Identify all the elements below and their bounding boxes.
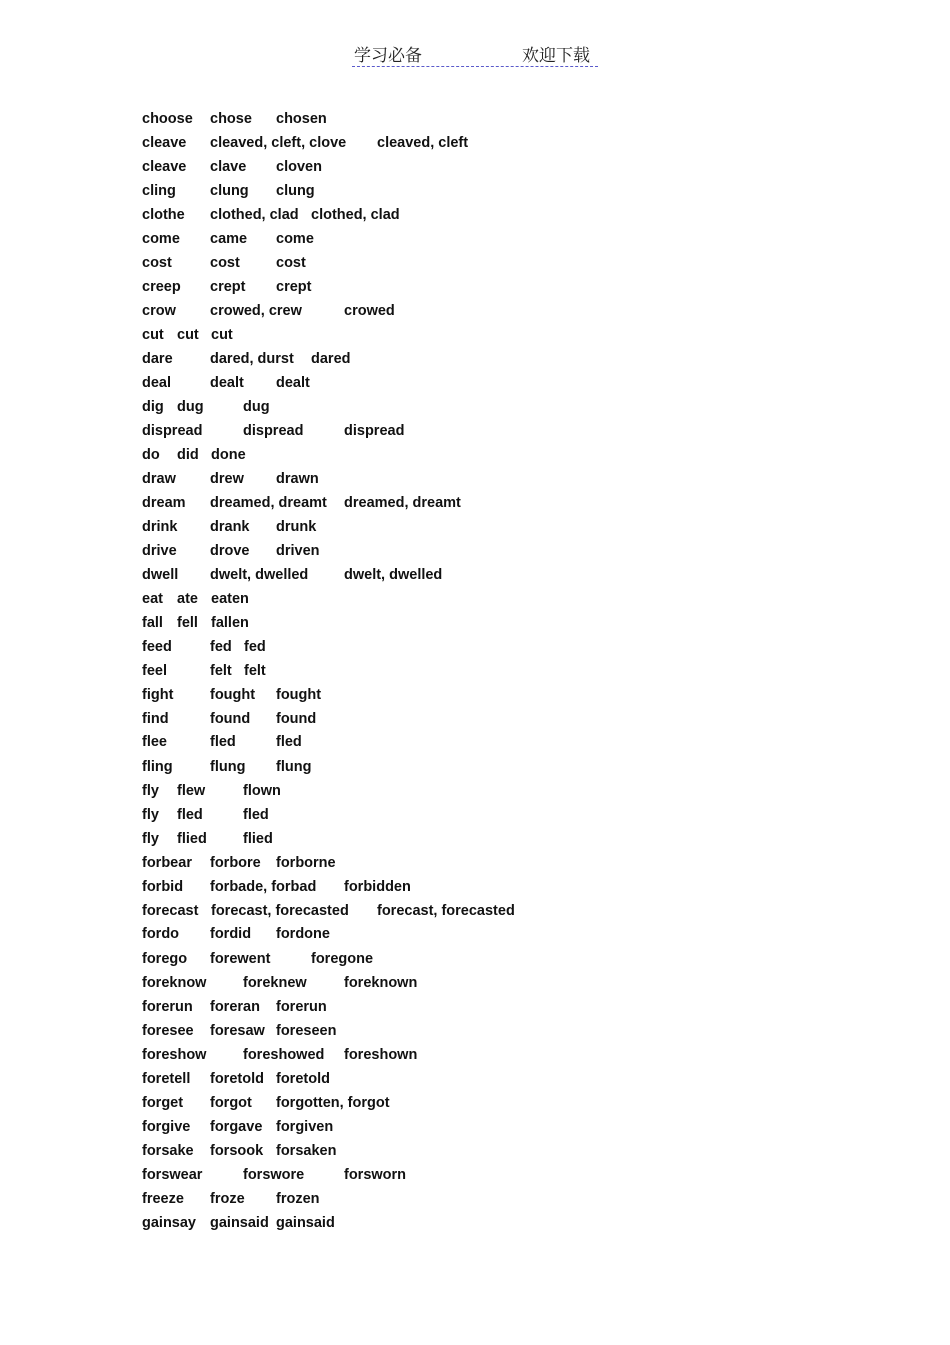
verb-past-tense: crept <box>210 279 246 295</box>
verb-base-form: dig <box>142 399 164 415</box>
verb-row <box>142 1187 542 1211</box>
verb-row <box>142 251 542 275</box>
verb-row <box>142 995 542 1019</box>
verb-past-participle: fled <box>276 734 302 750</box>
verb-row <box>142 803 542 827</box>
verb-row <box>142 155 542 179</box>
verb-past-participle: forecast, forecasted <box>377 903 515 919</box>
verb-row <box>142 539 542 563</box>
verb-row <box>142 563 542 587</box>
verb-past-participle: forsaken <box>276 1143 337 1159</box>
verb-row <box>142 1115 542 1139</box>
verb-past-participle: dug <box>243 399 270 415</box>
verb-base-form: come <box>142 231 180 247</box>
verb-row <box>142 635 542 659</box>
verb-row <box>142 707 542 731</box>
verb-base-form: do <box>142 447 160 463</box>
verb-row <box>142 587 542 611</box>
verb-base-form: forsake <box>142 1143 194 1159</box>
verb-past-tense: cost <box>210 255 240 271</box>
verb-row <box>142 947 542 971</box>
verb-past-participle: chosen <box>276 111 327 127</box>
verb-row <box>142 131 542 155</box>
verb-past-tense: forbore <box>210 855 261 871</box>
verb-past-tense: forecast, forecasted <box>211 903 349 919</box>
verb-past-tense: foreshowed <box>243 1047 325 1063</box>
verb-past-participle: fed <box>244 639 266 655</box>
verb-row <box>142 683 542 707</box>
verb-past-tense: dispread <box>243 423 304 439</box>
verb-past-participle: fought <box>276 687 322 703</box>
verb-past-tense: ate <box>177 591 198 607</box>
verb-base-form: deal <box>142 375 172 391</box>
verb-past-tense: fled <box>177 807 203 823</box>
verb-past-tense: cleaved, cleft, clove <box>210 135 347 151</box>
verb-row <box>142 779 542 803</box>
verb-base-form: fly <box>142 807 159 823</box>
verb-past-tense: forbade, forbad <box>210 879 317 895</box>
verb-past-participle: cloven <box>276 159 322 175</box>
verb-past-tense: drew <box>210 471 244 487</box>
verb-past-participle: cleaved, cleft <box>377 135 469 151</box>
verb-base-form: choose <box>142 111 193 127</box>
verb-base-form: foretell <box>142 1071 191 1087</box>
verb-row <box>142 611 542 635</box>
verb-past-participle: fled <box>243 807 269 823</box>
verb-base-form: creep <box>142 279 181 295</box>
verb-base-form: fling <box>142 759 173 775</box>
verb-base-form: crow <box>142 303 176 319</box>
verb-row <box>142 1043 542 1067</box>
verb-past-participle: dealt <box>276 375 310 391</box>
verb-past-tense: dealt <box>210 375 244 391</box>
verb-past-participle: dispread <box>344 423 405 439</box>
verb-base-form: fall <box>142 615 163 631</box>
verb-row <box>142 1067 542 1091</box>
verb-base-form: feel <box>142 663 167 679</box>
verb-row <box>142 1163 542 1187</box>
verb-past-participle: flied <box>243 831 273 847</box>
verb-base-form: forgive <box>142 1119 191 1135</box>
verb-past-tense: forswore <box>243 1167 305 1183</box>
verb-past-participle: forbidden <box>344 879 411 895</box>
verb-row <box>142 299 542 323</box>
verb-past-participle: foregone <box>311 951 374 967</box>
verb-past-participle: found <box>276 711 317 727</box>
verb-past-participle: dared <box>311 351 351 367</box>
verb-base-form: cost <box>142 255 172 271</box>
verb-past-tense: fought <box>210 687 256 703</box>
verb-row <box>142 827 542 851</box>
verb-past-tense: flied <box>177 831 207 847</box>
verb-past-tense: foretold <box>210 1071 264 1087</box>
verb-past-participle: foretold <box>276 1071 330 1087</box>
verb-past-participle: come <box>276 231 314 247</box>
verb-past-tense: clothed, clad <box>210 207 299 223</box>
verb-past-participle: foreknown <box>344 975 418 991</box>
verb-base-form: cling <box>142 183 176 199</box>
verb-past-participle: drawn <box>276 471 319 487</box>
verb-past-tense: foresaw <box>210 1023 265 1039</box>
verb-past-participle: crept <box>276 279 312 295</box>
verb-past-tense: fed <box>210 639 232 655</box>
verb-row <box>142 899 542 923</box>
verb-row <box>142 1211 542 1235</box>
header-left-text: 学习必备 <box>354 46 422 66</box>
verb-row <box>142 107 542 131</box>
verb-row <box>142 347 542 371</box>
verb-base-form: foreshow <box>142 1047 207 1063</box>
verb-past-tense: fled <box>210 734 236 750</box>
verb-past-participle: felt <box>244 663 266 679</box>
verb-past-participle: frozen <box>276 1191 320 1207</box>
verb-past-tense: clave <box>210 159 247 175</box>
verb-base-form: find <box>142 711 169 727</box>
verb-row <box>142 971 542 995</box>
verb-base-form: dare <box>142 351 173 367</box>
verb-past-participle: forgotten, forgot <box>276 1095 390 1111</box>
verb-past-tense: forsook <box>210 1143 264 1159</box>
verb-base-form: dispread <box>142 423 203 439</box>
verb-row <box>142 179 542 203</box>
verb-past-tense: felt <box>210 663 232 679</box>
verb-past-tense: clung <box>210 183 249 199</box>
verb-past-tense: foreknew <box>243 975 307 991</box>
verb-row <box>142 227 542 251</box>
verb-base-form: fly <box>142 831 159 847</box>
verb-row <box>142 275 542 299</box>
verb-past-tense: chose <box>210 111 252 127</box>
verb-base-form: forecast <box>142 903 199 919</box>
verb-past-participle: dreamed, dreamt <box>344 495 461 511</box>
verb-base-form: fordo <box>142 926 180 942</box>
header-right-text: 欢迎下载 <box>522 46 590 66</box>
verb-past-participle: forsworn <box>344 1167 407 1183</box>
verb-base-form: eat <box>142 591 163 607</box>
verb-row <box>142 515 542 539</box>
verb-past-participle: foreseen <box>276 1023 337 1039</box>
verb-past-participle: forerun <box>276 999 327 1015</box>
verb-base-form: gainsay <box>142 1215 196 1231</box>
verb-row <box>142 491 542 515</box>
verb-row <box>142 851 542 875</box>
verb-base-form: freeze <box>142 1191 184 1207</box>
verb-base-form: draw <box>142 471 176 487</box>
verb-past-participle: cut <box>211 327 233 343</box>
verb-base-form: fly <box>142 783 159 799</box>
verb-past-tense: drank <box>210 519 250 535</box>
verb-base-form: forego <box>142 951 188 967</box>
verb-base-form: foreknow <box>142 975 207 991</box>
verb-row <box>142 203 542 227</box>
verb-past-tense: fell <box>177 615 198 631</box>
verb-past-participle: crowed <box>344 303 395 319</box>
verb-base-form: forerun <box>142 999 193 1015</box>
verb-past-participle: driven <box>276 543 320 559</box>
verb-row <box>142 755 542 779</box>
verb-base-form: cut <box>142 327 164 343</box>
verb-past-tense: foreran <box>210 999 260 1015</box>
verb-past-tense: found <box>210 711 251 727</box>
verb-past-tense: forgave <box>210 1119 263 1135</box>
verb-row <box>142 659 542 683</box>
verb-past-participle: eaten <box>211 591 249 607</box>
verb-past-participle: flown <box>243 783 281 799</box>
verb-past-tense: gainsaid <box>210 1215 269 1231</box>
verb-past-tense: fordid <box>210 926 252 942</box>
verb-past-tense: came <box>210 231 248 247</box>
verb-row <box>142 419 542 443</box>
verb-past-participle: fallen <box>211 615 249 631</box>
verb-past-participle: foreshown <box>344 1047 418 1063</box>
verb-row <box>142 371 542 395</box>
verb-past-participle: clothed, clad <box>311 207 400 223</box>
verb-row <box>142 1139 542 1163</box>
verb-row <box>142 443 542 467</box>
verb-row <box>142 1019 542 1043</box>
verb-base-form: dwell <box>142 567 179 583</box>
verb-past-participle: forborne <box>276 855 336 871</box>
verb-past-tense: crowed, crew <box>210 303 302 319</box>
verb-past-tense: dreamed, dreamt <box>210 495 327 511</box>
verb-base-form: forget <box>142 1095 184 1111</box>
verb-row <box>142 323 542 347</box>
verb-row <box>142 730 542 754</box>
verb-past-tense: dwelt, dwelled <box>210 567 309 583</box>
verb-row <box>142 922 542 946</box>
verb-past-tense: forewent <box>210 951 271 967</box>
verb-row <box>142 467 542 491</box>
verb-past-participle: forgiven <box>276 1119 334 1135</box>
verb-row <box>142 1091 542 1115</box>
verb-base-form: forbear <box>142 855 192 871</box>
verb-base-form: cleave <box>142 159 187 175</box>
verb-past-tense: dug <box>177 399 204 415</box>
verb-past-tense: flew <box>177 783 206 799</box>
verb-past-tense: did <box>177 447 199 463</box>
verb-base-form: drive <box>142 543 177 559</box>
verb-base-form: foresee <box>142 1023 194 1039</box>
verb-base-form: drink <box>142 519 178 535</box>
verb-row <box>142 395 542 419</box>
verb-past-tense: forgot <box>210 1095 252 1111</box>
verb-base-form: feed <box>142 639 172 655</box>
verb-past-participle: done <box>211 447 246 463</box>
verb-base-form: flee <box>142 734 167 750</box>
verb-base-form: fight <box>142 687 174 703</box>
verb-past-participle: clung <box>276 183 315 199</box>
verb-base-form: clothe <box>142 207 185 223</box>
verb-past-participle: drunk <box>276 519 317 535</box>
verb-past-participle: flung <box>276 759 312 775</box>
verb-past-participle: cost <box>276 255 306 271</box>
verb-past-participle: dwelt, dwelled <box>344 567 443 583</box>
verb-past-tense: froze <box>210 1191 245 1207</box>
verb-past-participle: gainsaid <box>276 1215 335 1231</box>
verb-base-form: dream <box>142 495 186 511</box>
verb-past-tense: drove <box>210 543 250 559</box>
verb-row <box>142 875 542 899</box>
verb-past-tense: cut <box>177 327 199 343</box>
verb-base-form: cleave <box>142 135 187 151</box>
verb-base-form: forswear <box>142 1167 203 1183</box>
verb-past-tense: flung <box>210 759 246 775</box>
verb-past-participle: fordone <box>276 926 330 942</box>
page-header <box>352 40 598 67</box>
verb-past-tense: dared, durst <box>210 351 294 367</box>
verb-base-form: forbid <box>142 879 184 895</box>
